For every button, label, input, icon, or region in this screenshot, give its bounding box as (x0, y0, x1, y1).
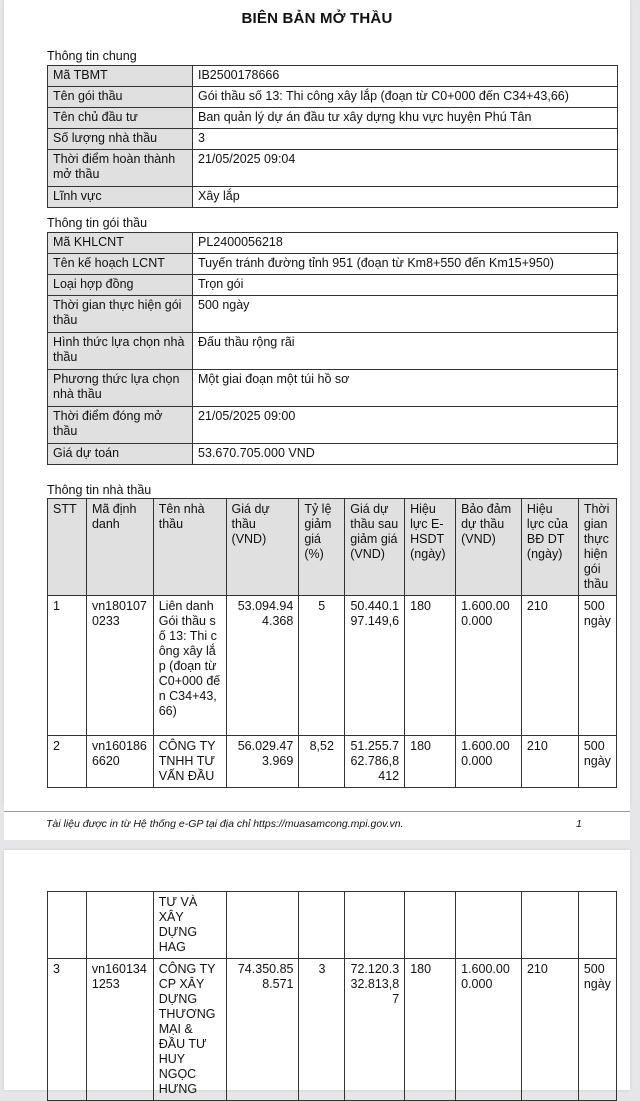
row-label: Giá dự toán (48, 444, 193, 465)
footer-text: Tài liệu được in từ Hệ thống e-GP tại địa chỉ https://muasamcong.mpi.gov.vn. (46, 818, 404, 830)
cell-price: 74.350.858.571 (226, 959, 299, 1101)
cell-duration: 500 ngày (578, 736, 616, 788)
row-label: Mã TBMT (48, 66, 193, 87)
column-header: Giá dự thầu (VND) (226, 499, 299, 596)
row-label: Hình thức lựa chọn nhà thầu (48, 333, 193, 370)
table-row-continued (48, 892, 617, 959)
cell-name: CÔNG TY TNHH TƯ VẤN ĐẦU (153, 736, 226, 788)
table-row (48, 333, 618, 370)
row-label: Thời gian thực hiện gói thầu (48, 296, 193, 333)
row-value: Tuyến tránh đường tỉnh 951 (đoạn từ Km8+550 đến Km15+950) (193, 254, 618, 275)
cell-stt: 3 (48, 959, 87, 1101)
empty-cell (299, 892, 345, 959)
document-page-2 (4, 850, 630, 1096)
cell-guarantee: 1.600.000.000 (456, 736, 522, 788)
cell-guarantee-validity: 210 (521, 596, 578, 736)
row-label: Số lượng nhà thầu (48, 129, 193, 150)
cell-name: Liên danh Gói thầu số 13: Thi công xây lắp (đoạn từ C0+000 đến C34+43,66) (153, 596, 226, 736)
row-value: Đấu thầu rộng rãi (193, 333, 618, 370)
row-label: Thời điểm hoàn thành mở thầu (48, 150, 193, 187)
table-row (48, 108, 618, 129)
table-row (48, 233, 618, 254)
cell-price-after: 72.120.332.813,87 (345, 959, 405, 1101)
bidders-info-heading: Thông tin nhà thầu (47, 483, 152, 497)
row-label: Thời điểm đóng mở thầu (48, 407, 193, 444)
column-header: Hiệu lực E-HSDT (ngày) (405, 499, 456, 596)
cell-price: 53.094.944.368 (226, 596, 299, 736)
cell-stt: 2 (48, 736, 87, 788)
column-header: Giá dự thầu sau giảm giá (VND) (345, 499, 405, 596)
empty-cell (345, 892, 405, 959)
empty-cell (226, 892, 299, 959)
table-row (48, 87, 618, 108)
row-value: Gói thầu số 13: Thi công xây lắp (đoạn từ C0+000 đến C34+43,66) (193, 87, 618, 108)
bidders-table-continued (47, 891, 617, 1101)
document-page-1 (4, 0, 630, 806)
table-row (48, 444, 618, 465)
cell-guarantee: 1.600.000.000 (456, 596, 522, 736)
cell-duration: 500 ngày (578, 959, 616, 1101)
cell-id: vn1601866620 (86, 736, 153, 788)
cell-id: vn1601341253 (86, 959, 153, 1101)
cell-discount: 5 (299, 596, 345, 736)
row-label: Loại hợp đồng (48, 275, 193, 296)
table-row (48, 66, 618, 87)
cell-validity: 180 (405, 596, 456, 736)
column-header: Thời gian thực hiện gói thầu (578, 499, 616, 596)
row-value: Xây lắp (193, 187, 618, 208)
row-label: Tên chủ đầu tư (48, 108, 193, 129)
column-header: Bảo đảm dự thầu (VND) (456, 499, 522, 596)
row-value: Ban quản lý dự án đầu tư xây dựng khu vực huyện Phú Tân (193, 108, 618, 129)
table-row (48, 275, 618, 296)
empty-cell (405, 892, 456, 959)
row-value: Trọn gói (193, 275, 618, 296)
empty-cell (521, 892, 578, 959)
cell-name: CÔNG TY CP XÂY DỰNG THƯƠNG MẠI & ĐẦU TƯ HUY NGỌC HƯNG (153, 959, 226, 1101)
cell-price-after: 50.440.197.149,6 (345, 596, 405, 736)
cell-validity: 180 (405, 736, 456, 788)
empty-cell (48, 892, 87, 959)
general-info-table (47, 65, 618, 208)
empty-cell (86, 892, 153, 959)
row-value: 21/05/2025 09:04 (193, 150, 618, 187)
column-header: Mã định danh (86, 499, 153, 596)
table-row (48, 150, 618, 187)
cell-validity: 180 (405, 959, 456, 1101)
package-info-heading: Thông tin gói thầu (47, 216, 148, 230)
cell-discount: 3 (299, 959, 345, 1101)
row-value: Một giai đoạn một túi hồ sơ (193, 370, 618, 407)
row-label: Lĩnh vực (48, 187, 193, 208)
row-label: Tên gói thầu (48, 87, 193, 108)
cell-price: 56.029.473.969 (226, 736, 299, 788)
column-header: Tỷ lệ giảm giá (%) (299, 499, 345, 596)
table-row (48, 254, 618, 275)
column-header: Hiệu lực của BĐ DT (ngày) (521, 499, 578, 596)
cell-name-continued: TƯ VÀ XÂY DỰNG HAG (153, 892, 226, 959)
bidders-table (47, 498, 617, 788)
table-row (48, 736, 617, 788)
cell-discount: 8,52 (299, 736, 345, 788)
row-label: Tên kế hoạch LCNT (48, 254, 193, 275)
row-value: IB2500178666 (193, 66, 618, 87)
row-value: 53.670.705.000 VND (193, 444, 618, 465)
page-number: 1 (576, 818, 582, 830)
row-value: 500 ngày (193, 296, 618, 333)
table-row (48, 296, 618, 333)
general-info-heading: Thông tin chung (47, 49, 137, 63)
row-label: Phương thức lựa chọn nhà thầu (48, 370, 193, 407)
table-row (48, 959, 617, 1101)
page-footer (4, 806, 630, 840)
cell-price-after: 51.255.762.786,8412 (345, 736, 405, 788)
empty-cell (578, 892, 616, 959)
row-label: Mã KHLCNT (48, 233, 193, 254)
cell-guarantee-validity: 210 (521, 736, 578, 788)
table-row (48, 370, 618, 407)
table-row (48, 129, 618, 150)
cell-guarantee-validity: 210 (521, 959, 578, 1101)
cell-id: vn1801070233 (86, 596, 153, 736)
table-row (48, 596, 617, 736)
table-row (48, 407, 618, 444)
empty-cell (456, 892, 522, 959)
cell-stt: 1 (48, 596, 87, 736)
cell-guarantee: 1.600.000.000 (456, 959, 522, 1101)
column-header: Tên nhà thầu (153, 499, 226, 596)
table-header-row (48, 499, 617, 596)
row-value: 21/05/2025 09:00 (193, 407, 618, 444)
footer-divider (4, 811, 630, 812)
cell-duration: 500 ngày (578, 596, 616, 736)
row-value: 3 (193, 129, 618, 150)
row-value: PL2400056218 (193, 233, 618, 254)
document-title: BIÊN BẢN MỞ THẦU (241, 10, 393, 27)
column-header: STT (48, 499, 87, 596)
table-row (48, 187, 618, 208)
package-info-table (47, 232, 618, 465)
